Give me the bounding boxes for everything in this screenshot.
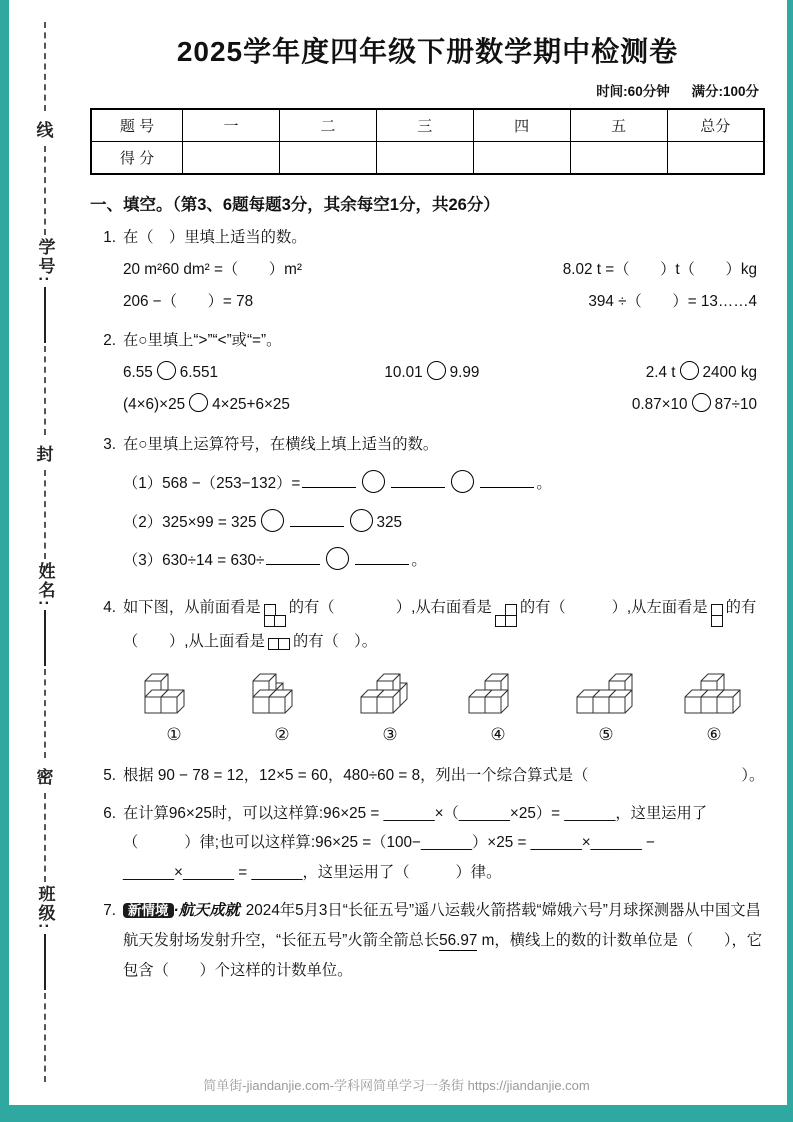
- fill-blank: [302, 472, 356, 488]
- exam-meta: [90, 80, 759, 100]
- q3-item-2: [123, 508, 765, 538]
- q4-stem: [123, 593, 765, 656]
- q1-item: 394 ÷（ ）= 13……4: [588, 292, 757, 310]
- q1-item: 206 −（ ）= 78: [123, 292, 254, 310]
- seal-char-mi: 密: [36, 768, 54, 788]
- q3-item-3: [123, 546, 765, 576]
- q1-row-2: [123, 287, 765, 317]
- figure-label: ①: [166, 724, 182, 744]
- cube-figure-5: [567, 665, 645, 751]
- question-number: 2.: [103, 332, 116, 350]
- binding-margin: [16, 22, 74, 1082]
- class-field: [33, 882, 58, 993]
- seal-char-line: 线: [36, 121, 54, 140]
- q3-expression: （1）568 −（253−132）=: [123, 474, 301, 492]
- q4-text: 的有（ ）,从右面看是: [288, 599, 492, 617]
- section-note: （第3、6题每题3分，其余每空1分，共26分）: [172, 196, 500, 214]
- score-header-cell: 一: [183, 109, 280, 142]
- fill-blank: [480, 472, 534, 488]
- name-field: [33, 559, 58, 670]
- q3-tail: 325: [376, 513, 403, 531]
- score-empty-cell: [376, 142, 473, 175]
- time-limit: 时间:60分钟: [596, 84, 670, 99]
- class-label: 班级:: [35, 885, 55, 932]
- question-body: [123, 326, 765, 421]
- question-body: [123, 896, 765, 985]
- q2-comparison: [384, 358, 479, 388]
- name-label: 姓名:: [35, 561, 55, 608]
- question-number: 5.: [103, 766, 116, 784]
- seal-dash-line: [44, 793, 46, 882]
- comparison-circle: [157, 361, 176, 380]
- question-5: [90, 761, 765, 791]
- seal-dash-line: [44, 669, 46, 758]
- page-edge-left: [0, 0, 9, 1122]
- q3-stem: 在○里填上运算符号，在横线上填上适当的数。: [123, 435, 439, 453]
- q2-left-value: 0.87×10: [631, 396, 688, 414]
- question-number: 1.: [103, 229, 116, 246]
- student-id-blank-line: [44, 287, 46, 343]
- name-blank-line: [44, 610, 46, 666]
- cube-figure-3: [351, 665, 429, 751]
- score-empty-cell: [570, 142, 667, 175]
- q2-right-value: 4×25+6×25: [212, 396, 290, 414]
- q3-expression: （2）325×99 = 325: [123, 513, 257, 531]
- q2-right-value: 9.99: [449, 364, 480, 382]
- fill-blank: [355, 549, 409, 565]
- seal-dash-line: [44, 22, 46, 111]
- q2-left-value: 6.55: [123, 364, 153, 382]
- question-1: [90, 223, 765, 318]
- q4-text: 的有（ ）。: [292, 632, 378, 650]
- score-header-cell: 题 号: [91, 109, 183, 142]
- score-table: [90, 108, 765, 175]
- context-badge: 新情境: [123, 903, 174, 918]
- question-4: [90, 593, 765, 752]
- q3-tail: 。: [536, 474, 552, 492]
- q2-comparison: [646, 358, 757, 388]
- top-view-shape: [269, 638, 289, 649]
- operator-circle: [350, 509, 373, 532]
- question-body: [123, 430, 765, 585]
- q2-left-value: (4×6)×25: [123, 396, 186, 414]
- operator-circle: [261, 509, 284, 532]
- q2-row-1: [123, 358, 765, 388]
- page-edge-bottom: [0, 1105, 793, 1122]
- figure-label: ⑤: [598, 724, 614, 744]
- seal-dash-line: [44, 146, 46, 235]
- fill-blank: [391, 472, 445, 488]
- section-title: 一、填空。: [90, 196, 173, 214]
- q2-left-value: 10.01: [384, 364, 423, 382]
- q2-left-value: 2.4 t: [645, 364, 676, 382]
- q6-text: 在计算96×25时，可以这样算:96×25 = ______×（______×25）= ______，这里运用了（ ）律;也可以这样算:96×25 =（100−______）×25 = ______×______ − ______×______ = ______，这里运用了（ ）律。: [123, 804, 708, 882]
- q2-right-value: 87÷10: [714, 396, 757, 414]
- shape-cell: [274, 615, 286, 627]
- fill-blank: [290, 511, 344, 527]
- q2-stem: 在○里填上“>”“<”或“=”。: [123, 332, 282, 350]
- question-number: 3.: [103, 435, 116, 453]
- question-body: [123, 593, 765, 752]
- figure-label: ②: [274, 724, 290, 744]
- underlined-number: 56.97: [439, 931, 478, 949]
- score-header-cell: 四: [473, 109, 570, 142]
- page-edge-right: [787, 0, 793, 1122]
- shape-cell: [711, 615, 723, 627]
- fill-blank: [266, 549, 320, 565]
- q3-expression: （3）630÷14 = 630÷: [123, 552, 265, 570]
- comparison-circle: [692, 393, 711, 412]
- question-number: 6.: [103, 804, 116, 822]
- score-header-cell: 二: [279, 109, 376, 142]
- figure-label: ③: [382, 724, 398, 744]
- q2-comparison: [123, 390, 290, 420]
- student-id-label: 学号:: [35, 238, 55, 284]
- q4-text: 的有（ ）,从左面看是: [519, 599, 708, 617]
- score-empty-cell: [279, 142, 376, 175]
- comparison-circle: [189, 393, 208, 412]
- left-view-shape: [712, 605, 722, 627]
- score-table-score-row: [91, 142, 764, 175]
- seal-dash-line: [44, 993, 46, 1082]
- question-3: [90, 430, 765, 585]
- q1-stem: 在（ ）里填上适当的数。: [123, 229, 307, 246]
- comparison-circle: [680, 361, 699, 380]
- score-header-cell: 三: [376, 109, 473, 142]
- operator-circle: [326, 547, 349, 570]
- figure-label: ④: [490, 724, 506, 744]
- question-7: [90, 896, 765, 985]
- question-number: 4.: [103, 599, 116, 617]
- q1-item: 20 m²60 dm² =（ ）m²: [123, 260, 302, 278]
- footer-watermark: 简单街-jiandanjie.com-学科网简单学习一条街 https://jiandanjie.com: [203, 1078, 590, 1093]
- q2-row-2: [123, 390, 765, 420]
- score-table-header-row: [91, 109, 764, 142]
- question-body: [123, 223, 765, 318]
- front-view-shape: [265, 605, 285, 627]
- operator-circle: [362, 470, 385, 493]
- q2-right-value: 2400 kg: [702, 364, 757, 382]
- right-view-shape: [496, 605, 516, 627]
- q7-text: m，横线上的数的计数单位是（ ），它包含（ ）个这样的计数单位。: [123, 931, 763, 979]
- context-badge-suffix: ·航天成就: [173, 902, 240, 920]
- q1-item: 8.02 t =（ ）t（ ）kg: [562, 260, 757, 278]
- score-empty-cell: [183, 142, 280, 175]
- score-header-cell: 总分: [667, 109, 764, 142]
- full-score: 满分:100分: [691, 84, 759, 99]
- student-id-field: [33, 235, 58, 346]
- section-one-heading: [90, 191, 765, 215]
- question-2: [90, 326, 765, 421]
- page-title: 2025学年度四年级下册数学期中检测卷: [176, 36, 679, 67]
- cube-figure-6: [675, 665, 753, 751]
- q2-right-value: 6.551: [179, 364, 219, 382]
- figure-label: ⑥: [706, 724, 722, 744]
- cube-figure-2: [243, 665, 321, 751]
- q7-text: 2024年5月3日“长征五号”遥八运载火箭搭载“嫦娥六号”月球探测器从中国文昌航天发射场发射升空，“长征五号”火箭全箭总长: [123, 902, 761, 949]
- operator-circle: [451, 470, 474, 493]
- q1-row-1: [123, 255, 765, 285]
- score-empty-cell: [473, 142, 570, 175]
- score-row-label: 得 分: [91, 142, 183, 175]
- shape-cell: [278, 638, 290, 650]
- q4-text: 如下图，从前面看是: [123, 599, 261, 617]
- cube-figures-row: [123, 665, 765, 751]
- question-6: [90, 799, 765, 888]
- seal-dash-line: [44, 346, 46, 435]
- score-header-cell: 五: [570, 109, 667, 142]
- q3-tail: 。: [411, 552, 427, 570]
- class-blank-line: [44, 934, 46, 990]
- shape-cell: [505, 615, 517, 627]
- q4-text: 的有（ ）,从上面看是: [123, 599, 757, 650]
- comparison-circle: [427, 361, 446, 380]
- score-empty-cell: [667, 142, 764, 175]
- seal-char-feng: 封: [36, 444, 54, 464]
- question-number: 7.: [103, 902, 116, 920]
- cube-figure-1: [135, 665, 213, 751]
- paper-content: [90, 30, 765, 994]
- seal-dash-line: [44, 470, 46, 559]
- q2-comparison: [123, 358, 218, 388]
- q5-text: 根据 90 − 78 = 12，12×5 = 60，480÷60 = 8，列出一个综合算式是（ ）。: [123, 766, 765, 784]
- q3-item-1: [123, 469, 765, 499]
- q2-comparison: [632, 390, 757, 420]
- cube-figure-4: [459, 665, 537, 751]
